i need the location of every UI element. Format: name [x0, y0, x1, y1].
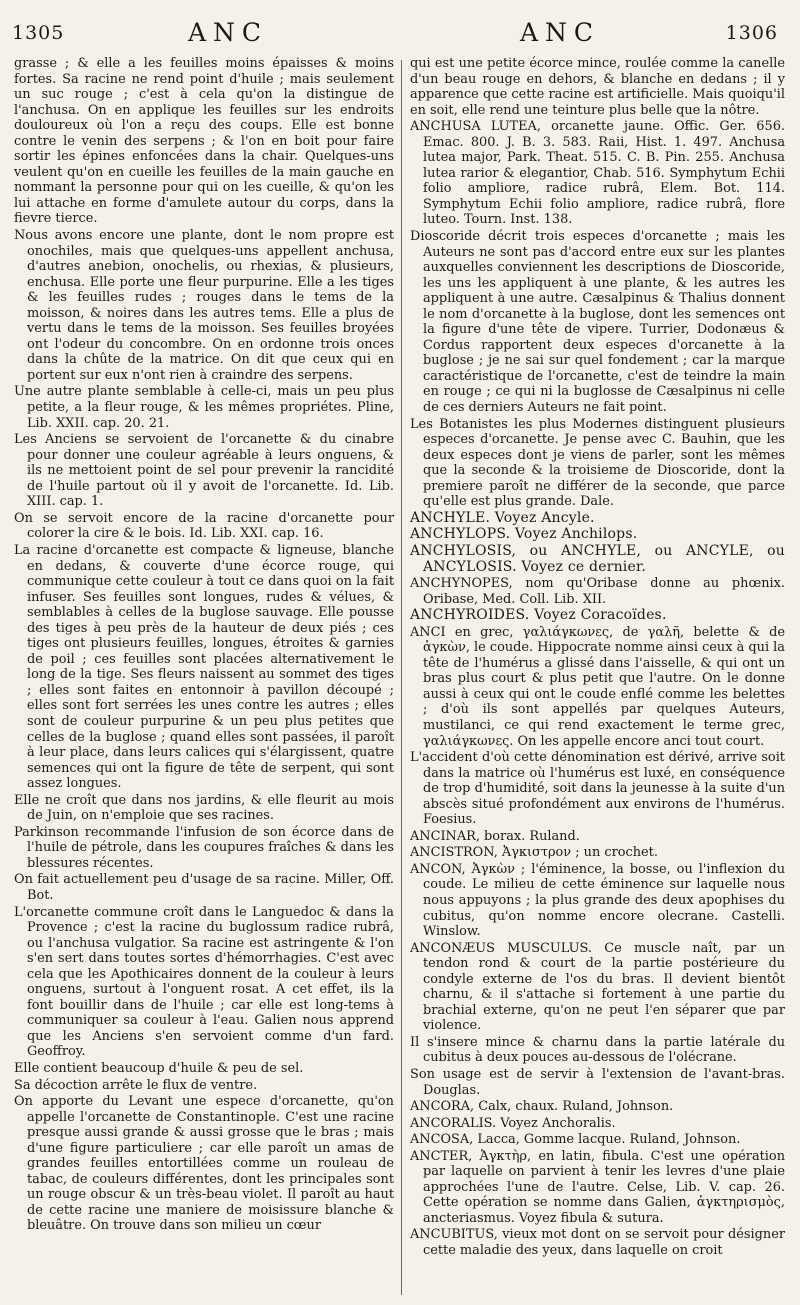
left-column	[14, 56, 394, 1298]
paragraph: qui est une petite écorce mince, roulée comme la canelle d'un beau rouge en dehors, & blanche en dedans ; il y apparence que cette racine est artificielle. Mais quoiqu'il en soit, elle rend une teinture plus belle que la nôtre.	[410, 56, 785, 118]
entry-anconaeus-musculus: ANCONÆUS MUSCULUS. Ce muscle naît, par un tendon rond & court de la partie postérieure du condyle externe de l'os du bras. Il devient bientôt charnu, & il s'attache si fortement à une partie du brachial externe, qu'on ne peut l'en séparer que par violence.	[410, 940, 785, 1034]
column-divider	[401, 60, 402, 1295]
entry-ancosa: ANCOSA, Lacca, Gomme lacque. Ruland, Johnson.	[410, 1132, 741, 1148]
paragraph: Une autre plante semblable à celle-ci, mais un peu plus petite, a la fleur rouge, & les mêmes propriétes. Pline, Lib. XXII. cap. 20. 21.	[14, 384, 394, 431]
entry-anchyle: ANCHYLE. Voyez Ancyle.	[410, 509, 595, 526]
entry-anchusa-lutea: ANCHUSA LUTEA, orcanette jaune. Offic. Ger. 656. Emac. 800. J. B. 3. 583. Raii, Hist. 1. 497. Anchusa lutea major, Park. Theat. 515. C. B. Pin. 255. Anchusa lutea rarior & elegantior, Chab. 516. Symphytum Echii folio ampliore, radice rubrâ, Elem. Bot. 114. Symphytum Echii folio ampliore, radice rubrâ, flore luteo. Tourn. Inst. 138.	[410, 119, 785, 228]
paragraph: L'orcanette commune croît dans le Languedoc & dans la Provence ; c'est la racine du buglossum radice rubrâ, ou l'anchusa vulgatior. Sa racine est astringente & l'on s'en sert dans toutes sortes d'hémorrhagies. C'est avec cela que les Apothicaires donnent de la couleur à leurs onguens, surtout à l'onguent rosat. A cet effet, ils la font bouillir dans de l'huile ; car elle est long-tems à communiquer sa couleur à l'eau. Galien nous apprend que les Anciens s'en servoient comme d'un fard. Geoffroy.	[14, 904, 394, 1060]
paragraph: Dioscoride décrit trois especes d'orcanette ; mais les Auteurs ne sont pas d'accord entre eux sur les plantes auxquelles conviennent les descriptions de Dioscoride, les uns les appliquent à une plante, & les autres les appliquent à une autre. Cæsalpinus & Thalius donnent le nom d'orcanette à la buglose, dont les semences ont la figure d'une tête de vipere. Turrier, Dodonæus & Cordus rapportent deux especes d'orcanette à la buglose ; je ne sai sur quel fondement ; car la marque caractéristique de l'orcanette, c'est de teindre la main en rouge ; ce qui ni la buglosse de Cæsalpinus ni celle de ces derniers Auteurs ne fait point.	[410, 229, 785, 416]
paragraph: L'accident d'où cette dénomination est dérivé, arrive soit dans la matrice où l'humérus est luxé, en conséquence de trop d'humidité, soit dans la jeunesse à la suite d'un abscès situé profondément aux environs de l'humérus. Foesius.	[410, 750, 785, 828]
left-running-head: ANC	[188, 18, 269, 47]
paragraph: On apporte du Levant une espece d'orcanette, qu'on appelle l'orcanette de Constantinople. C'est une racine presque aussi grande & aussi grosse que le bras ; mais d'une figure particuliere ; car elle paroît un amas de grandes feuilles entortillées comme un rouleau de tabac, de couleurs différentes, dont les principales sont un rouge obscur & un très-beau violet. Il paroît au haut de cette racine une maniere de moisissure blanche & bleuâtre. On trouve dans son milieu un cœur	[14, 1094, 394, 1234]
entry-anchynopes: ANCHYNOPES, nom qu'Oribase donne au phœnix. Oribase, Med. Coll. Lib. XII.	[410, 576, 785, 607]
paragraph: On se servoit encore de la racine d'orcanette pour colorer la cire & le bois. Id. Lib. XXI. cap. 16.	[14, 510, 394, 542]
paragraph: Elle contient beaucoup d'huile & peu de sel.	[14, 1061, 304, 1076]
entry-anchylosis: ANCHYLOSIS, ou ANCHYLE, ou ANCYLE, ou ANCYLOSIS. Voyez ce dernier.	[410, 542, 785, 575]
entry-ancon: ANCON, Ἀγκὼν ; l'éminence, la bosse, ou l'inflexion du coude. Le milieu de cette éminence sur laquelle nous nous appuyons ; la plus grande des deux apophises du cubitus, qu'on nomme encore olecrane. Castelli. Winslow.	[410, 861, 785, 940]
left-page-number: 1305	[12, 22, 65, 44]
entry-ancoralis: ANCORALIS. Voyez Anchoralis.	[410, 1115, 616, 1131]
paragraph: Nous avons encore une plante, dont le nom propre est onochiles, mais que quelques-uns appellent anchusa, d'autres anebion, onochelis, ou rhexias, & plusieurs, enchusa. Elle porte une fleur purpurine. Elle a les tiges & les feuilles rudes ; rouges dans le tems de la moisson, & noires dans les autres tems. Elle a plus de vertu dans le tems de la moisson. Ses feuilles broyées ont l'odeur du concombre. On en ordonne trois onces dans la chûte de la matrice. On dit que ceux qui en portent sur eux n'ont rien à craindre des serpens.	[14, 228, 394, 383]
paragraph: Il s'insere mince & charnu dans la partie latérale du cubitus à deux pouces au-dessous de l'olécrane.	[410, 1034, 785, 1066]
right-running-head: ANC	[520, 18, 601, 47]
paragraph: Sa décoction arrête le flux de ventre.	[14, 1077, 258, 1093]
paragraph: Parkinson recommande l'infusion de son écorce dans de l'huile de pétrole, dans les coupures fraîches & dans les blessures récentes.	[14, 824, 394, 871]
paragraph: Elle ne croît que dans nos jardins, & elle fleurit au mois de Juin, on n'emploie que ses racines.	[14, 792, 394, 824]
page-header	[0, 18, 800, 54]
entry-ancora: ANCORA, Calx, chaux. Ruland, Johnson.	[410, 1099, 674, 1115]
right-page-number: 1306	[725, 22, 778, 44]
entry-ancubitus: ANCUBITUS, vieux mot dont on se servoit pour désigner cette maladie des yeux, dans laquelle on croit	[410, 1227, 785, 1259]
entry-ancinar: ANCINAR, borax. Ruland.	[410, 828, 580, 844]
paragraph: La racine d'orcanette est compacte & ligneuse, blanche en dedans, & couverte d'une écorce rouge, qui communique cette couleur à tout ce dans quoi on la fait infuser. Ses feuilles sont longues, rudes & vélues, & semblables à celles de la buglose sauvage. Elle pousse des tiges à peu près de la hauteur de deux piés ; ces tiges ont plusieurs feuilles, longues, étroites & garnies de poil ; ces feuilles sont placées alternativement le long de la tige. Ses fleurs naissent au sommet des tiges ; elles sont faites en entonnoir à pavillon découpé ; elles sont fort serrées les unes contre les autres ; elles sont de couleur purpurine & un peu plus petites que celles de la buglose ; quand elles sont passées, il paroît à leur place, dans leurs calices qui s'élargissent, quatre semences qui ont la figure de tête de serpent, qui sont assez longues.	[14, 542, 394, 792]
paragraph: On fait actuellement peu d'usage de sa racine. Miller, Off. Bot.	[14, 872, 394, 903]
paragraph: grasse ; & elle a les feuilles moins épaisses & moins fortes. Sa racine ne rend point d'huile ; mais seulement un suc rouge ; c'est à cela qu'on la distingue de l'anchusa. On en applique les feuilles sur les endroits douloureux où l'on a reçu des coups. Elle est bonne contre le venin des serpens ; & l'on en boit pour faire sortir les épines enfoncées dans la chair. Quelques-uns veulent qu'on en cueille les feuilles de la main gauche en nommant la personne pour qui on les cueille, & qu'on les lui attache en forme d'amulete autour du corps, dans la fievre tierce.	[14, 56, 394, 227]
entry-ancter: ANCTER, Ἀγκτὴρ, en latin, fibula. C'est une opération par laquelle on parvient à tenir les levres d'une plaie approchées l'une de l'autre. Celse, Lib. V. cap. 26. Cette opération se nomme dans Galien, ἀγκτηρισμὸς, ancteriasmus. Voyez fibula & sutura.	[410, 1148, 785, 1226]
paragraph: Les Botanistes les plus Modernes distinguent plusieurs especes d'orcanette. Je pense avec C. Bauhin, que les deux especes dont je viens de parler, sont les mêmes que la seconde & la troisieme de Dioscoride, dont la premiere paroît ne différer de la seconde, que parce qu'elle est plus grande. Dale.	[410, 416, 785, 510]
entry-anci: ANCI en grec, γαλιάγκωνες, de γαλῆ, belette & de ἀγκὼν, le coude. Hippocrate nomme ainsi ceux à qui la tête de l'humérus a glissé dans l'aisselle, & qui ont un bras plus court & plus petit que l'autre. On le donne aussi à ceux qui ont le coude enflé comme les belettes ; d'où ils sont appellés par quelques Auteurs, mustilanci, ce qui rend exactement le terme grec, γαλιάγκωνες. On les appelle encore anci tout court.	[410, 624, 785, 749]
entry-anchyroides: ANCHYROIDES. Voyez Coracoïdes.	[410, 607, 667, 624]
right-column	[410, 56, 785, 1298]
paragraph: Les Anciens se servoient de l'orcanette & du cinabre pour donner une couleur agréable à leurs onguens, & ils ne mettoient point de sel pour prevenir la rancidité de l'huile partout où il y avoit de l'orcanette. Id. Lib. XIII. cap. 1.	[14, 432, 394, 510]
paragraph: Son usage est de servir à l'extension de l'avant-bras. Douglas.	[410, 1067, 785, 1098]
entry-ancistron: ANCISTRON, Ἀγκιστρον ; un crochet.	[410, 845, 658, 861]
entry-anchylops: ANCHYLOPS. Voyez Anchilops.	[410, 526, 638, 543]
